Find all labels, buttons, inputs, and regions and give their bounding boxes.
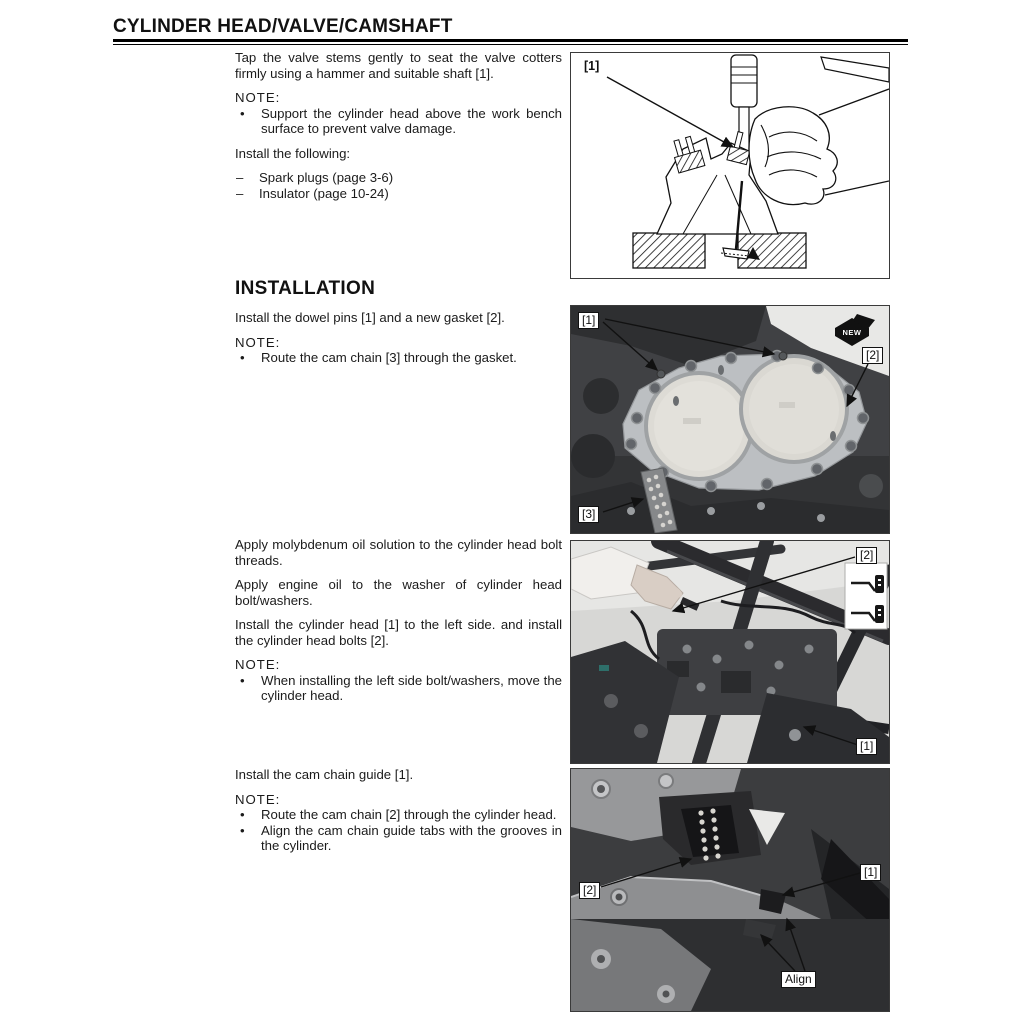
callout-1: [1] <box>856 738 877 755</box>
note-item: • Route the cam chain [2] through the cylinder head. <box>235 807 562 823</box>
note-label: NOTE: <box>235 334 281 350</box>
instruction-block-4 <box>235 767 562 854</box>
bullet-marker: • <box>240 822 245 838</box>
bolt-washer-inset <box>845 563 887 629</box>
paragraph: Apply engine oil to the washer of cylinder head bolt/washers. <box>235 577 562 608</box>
note-item: • Support the cylinder head above the work bench surface to prevent valve damage. <box>235 106 562 137</box>
callout-2: [2] <box>856 547 877 564</box>
cylinder-head-photo-illustration <box>571 541 889 763</box>
install-item: – Insulator (page 10-24) <box>236 185 389 201</box>
callout-1: [1] <box>578 312 599 329</box>
page-title: CYLINDER HEAD/VALVE/CAMSHAFT <box>113 16 453 37</box>
note-item: • When installing the left side bolt/washers, move the cylinder head. <box>235 673 562 704</box>
instruction-block-3 <box>235 537 562 704</box>
bullet-marker: • <box>240 672 245 688</box>
figure-valve-tapping <box>570 52 890 279</box>
new-badge-label: NEW <box>842 328 862 337</box>
valve-tapping-illustration <box>571 53 889 278</box>
figure-cam-chain-guide <box>570 768 890 1012</box>
note-label: NOTE: <box>235 90 281 105</box>
gasket-photo-illustration <box>571 306 889 533</box>
figure-gasket-installation <box>570 305 890 534</box>
bullet-marker: • <box>240 105 245 121</box>
paragraph: Install the following: <box>235 145 351 161</box>
callout-1: [1] <box>860 864 881 881</box>
align-label: Align <box>781 971 816 988</box>
callout-2: [2] <box>862 347 883 364</box>
figure-cylinder-head-installation <box>570 540 890 764</box>
cam-chain-guide-photo-illustration <box>571 769 889 1011</box>
callout-3: [3] <box>578 506 599 523</box>
note-item: • Route the cam chain [3] through the gasket. <box>235 350 562 366</box>
instruction-block-1 <box>235 50 562 201</box>
callout-2: [2] <box>579 882 600 899</box>
note-label: NOTE: <box>235 791 281 807</box>
note-item: • Align the cam chain guide tabs with the grooves in the cylinder. <box>235 823 562 854</box>
instruction-block-2 <box>235 310 562 366</box>
dash-marker: – <box>236 170 244 185</box>
bullet-marker: • <box>240 807 245 822</box>
paragraph: Install the dowel pins [1] and a new gasket [2]. <box>235 310 505 325</box>
paragraph: Apply molybdenum oil solution to the cylinder head bolt threads. <box>235 537 562 568</box>
note-label: NOTE: <box>235 657 281 672</box>
callout-1: [1] <box>584 59 600 73</box>
paragraph: Tap the valve stems gently to seat the valve cotters firmly using a hammer and suitable shaft [1]. <box>235 50 562 81</box>
header-rule <box>113 39 908 45</box>
install-item: – Spark plugs (page 3-6) <box>236 170 394 185</box>
bullet-marker: • <box>240 350 245 365</box>
paragraph: Install the cylinder head [1] to the left side. and install the cylinder head bolts [2]. <box>235 617 562 648</box>
dash-marker: – <box>236 185 244 201</box>
installation-heading: INSTALLATION <box>235 278 376 299</box>
paragraph: Install the cam chain guide [1]. <box>235 767 414 782</box>
